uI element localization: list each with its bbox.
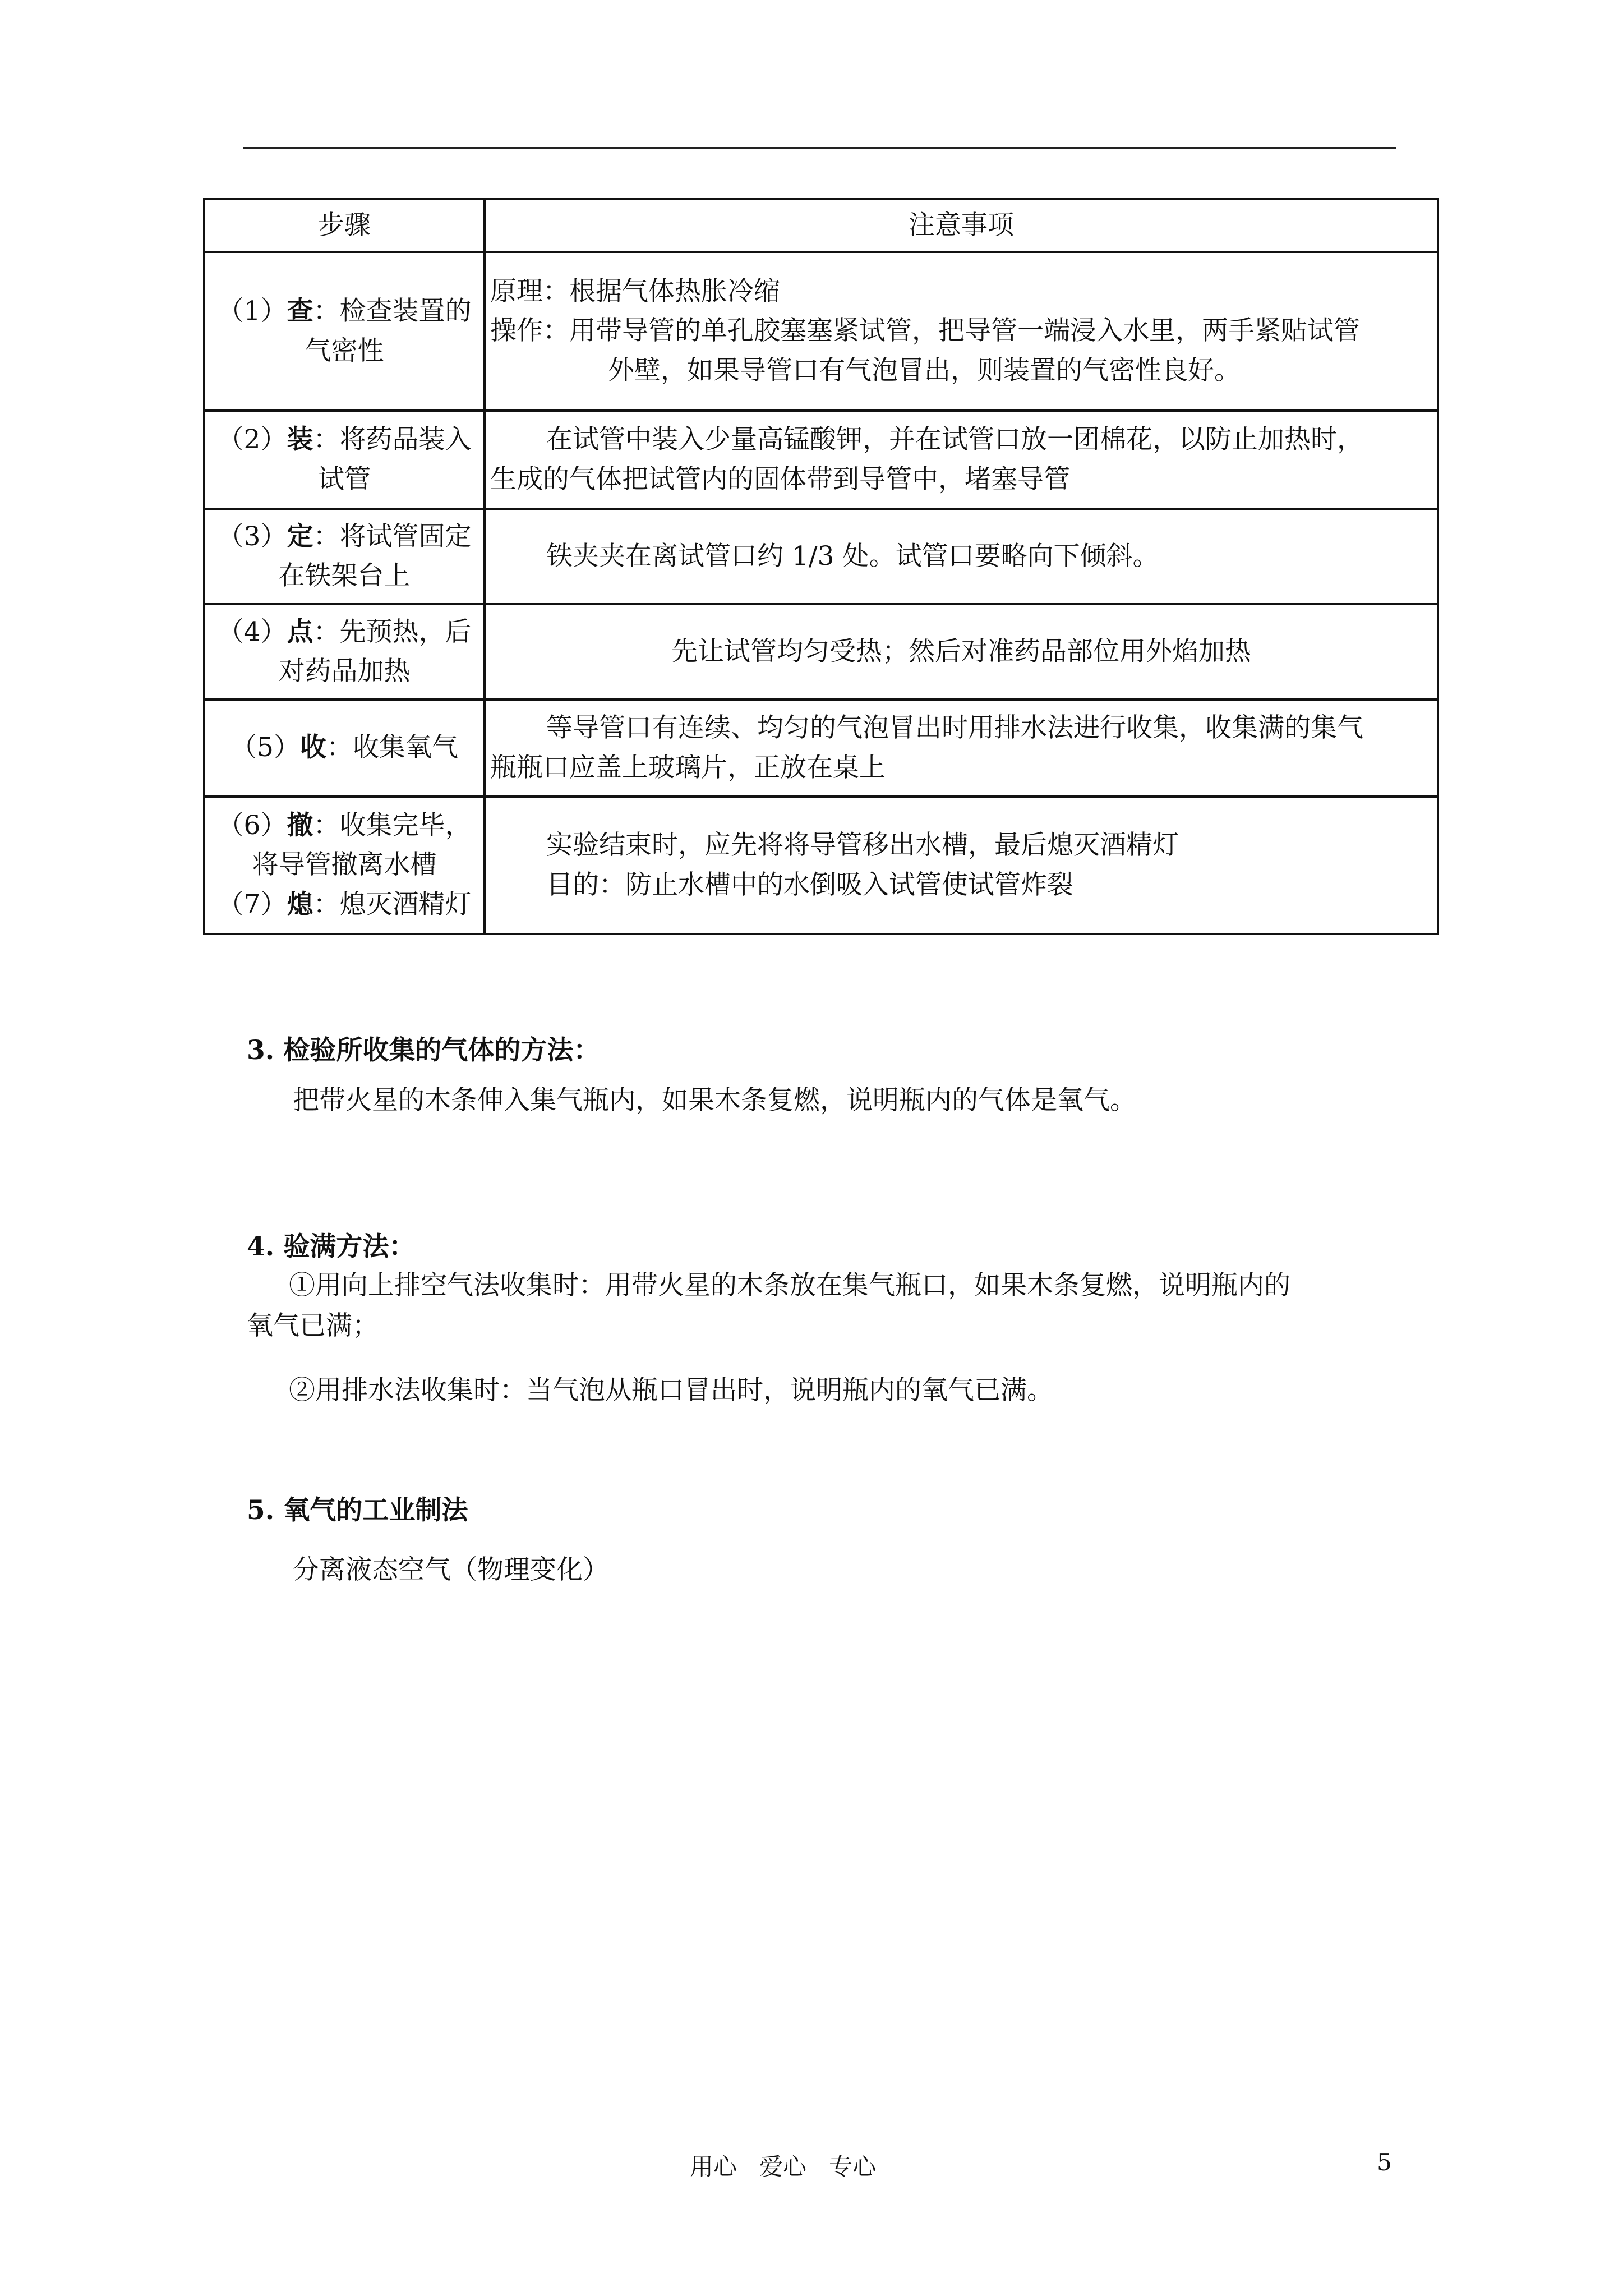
table-row xyxy=(204,797,1438,934)
step-cell: （5）收：收集氧气 xyxy=(204,700,485,797)
notes-cell: 实验结束时，应先将将导管移出水槽，最后熄灭酒精灯 目的：防止水槽中的水倒吸入试管使试管炸裂 xyxy=(485,797,1438,934)
notes-cell: 先让试管均匀受热；然后对准药品部位用外焰加热 xyxy=(485,604,1438,700)
table-row xyxy=(204,252,1438,411)
table-row xyxy=(204,509,1438,604)
section-3-text: 把带火星的木条伸入集气瓶内，如果木条复燃，说明瓶内的气体是氧气。 xyxy=(293,1085,1136,1116)
step-cell: （1）查：检查装置的气密性 xyxy=(204,252,485,411)
table-header-row xyxy=(204,199,1438,252)
step-cell: （2）装：将药品装入试管 xyxy=(204,411,485,509)
footer-motto: 用心 爱心 专心 xyxy=(690,2153,877,2180)
notes-cell: 铁夹夹在离试管口约 1/3 处。试管口要略向下倾斜。 xyxy=(485,509,1438,604)
table-row xyxy=(204,411,1438,509)
notes-cell: 等导管口有连续、均匀的气泡冒出时用排水法进行收集，收集满的集气 瓶瓶口应盖上玻璃片，正放在桌上 xyxy=(485,700,1438,797)
header-rule xyxy=(243,147,1396,149)
steps-table xyxy=(203,198,1439,935)
page-number: 5 xyxy=(1377,2148,1392,2176)
notes-cell: 在试管中装入少量高锰酸钾，并在试管口放一团棉花，以防止加热时， 生成的气体把试管内的固体带到导管中，堵塞导管 xyxy=(485,411,1438,509)
section-5-text: 分离液态空气（物理变化） xyxy=(293,1554,609,1585)
notes-cell: 原理：根据气体热胀冷缩 操作：用带导管的单孔胶塞塞紧试管，把导管一端浸入水里，两手紧贴试管 外壁，如果导管口有气泡冒出，则装置的气密性良好。 xyxy=(485,252,1438,411)
step-cell: （4）点：先预热，后对药品加热 xyxy=(204,604,485,700)
step-cell: （6）撤：收集完毕，将导管撤离水槽 （7）熄：熄灭酒精灯 xyxy=(204,797,485,934)
section-5-title: 5. 氧气的工业制法 xyxy=(247,1495,468,1526)
table-row xyxy=(204,604,1438,700)
section-4-line-2: 氧气已满； xyxy=(247,1310,379,1341)
section-3-title: 3. 检验所收集的气体的方法： xyxy=(247,1035,600,1066)
section-4-title: 4. 验满方法： xyxy=(247,1231,416,1262)
header-notes: 注意事项 xyxy=(485,199,1438,252)
table-row xyxy=(204,700,1438,797)
header-step: 步骤 xyxy=(204,199,485,252)
section-4-line-3: ②用排水法收集时：当气泡从瓶口冒出时，说明瓶内的氧气已满。 xyxy=(289,1375,1053,1406)
step-cell: （3）定：将试管固定在铁架台上 xyxy=(204,509,485,604)
section-4-line-1: ①用向上排空气法收集时：用带火星的木条放在集气瓶口，如果木条复燃，说明瓶内的 xyxy=(289,1270,1290,1301)
